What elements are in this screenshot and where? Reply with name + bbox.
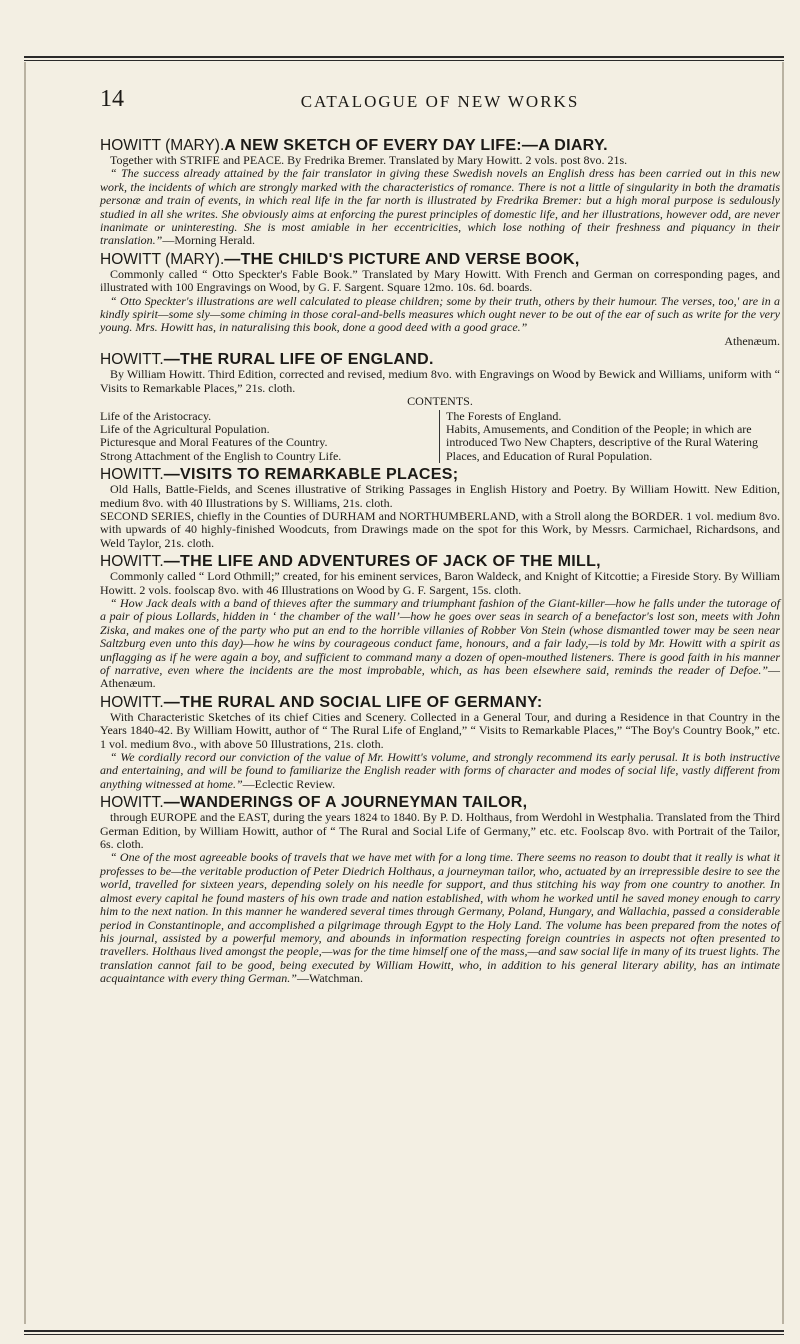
entry-author: HOWITT. (100, 693, 164, 711)
quote-attribution: Athenæum. (724, 333, 780, 348)
catalogue-entry (100, 794, 780, 985)
entry-title: —THE RURAL LIFE OF ENGLAND. (163, 351, 434, 369)
entry-review-quote (100, 295, 780, 335)
entry-details: By William Howitt. Third Edition, corrected and revised, medium 8vo. with Engravings on Wood by Bewick and Williams, uniform with “ Visits to Remarkable Places,” 21s. cloth. (100, 367, 780, 395)
entry-details: Commonly called “ Otto Speckter's Fable Book.” Translated by Mary Howitt. With French and German on corresponding pages, and illustrated with 100 Engravings on Wood, by G. F. Sargent. Square 12mo. 10s. 6d. boards. (100, 266, 780, 295)
entry-title: —THE LIFE AND ADVENTURES OF JACK OF THE MILL, (163, 553, 601, 571)
contents-item: The Forests of England. (446, 408, 562, 423)
catalogue-entry (100, 694, 780, 791)
contents-columns (100, 410, 780, 464)
catalogue-entry (100, 137, 780, 248)
entry-title: —VISITS TO REMARKABLE PLACES; (163, 466, 459, 484)
contents-left-column (100, 410, 430, 464)
running-title: CATALOGUE OF NEW WORKS (300, 92, 580, 111)
entry-review-quote (100, 597, 780, 691)
entry-author: HOWITT. (100, 466, 164, 484)
quote-attribution: —Morning Herald. (162, 233, 256, 248)
entry-title: —THE RURAL AND SOCIAL LIFE OF GERMANY: (163, 693, 543, 711)
contents-item: Strong Attachment of the English to Country Life. (100, 448, 342, 463)
contents-item: Life of the Agricultural Population. (100, 421, 270, 436)
quote-attribution: —Eclectic Review. (242, 776, 336, 791)
entry-heading (100, 794, 780, 811)
page-edge-right (782, 62, 784, 1324)
entry-author: HOWITT. (100, 794, 164, 812)
quote-text: “ We cordially record our conviction of the value of Mr. Howitt's volume, and strongly recommend its early perusal. It is both instructive and entertaining, and will be found to familiarize the English reader with forms of character and modes of social life, vastly different from anything witnessed at home.” (100, 750, 780, 791)
catalogue-content (100, 134, 780, 986)
catalogue-entry (100, 351, 780, 463)
entry-author: HOWITT (MARY). (100, 250, 225, 268)
catalogue-entry (100, 466, 780, 550)
entry-author: HOWITT (MARY). (100, 137, 225, 154)
entry-heading (100, 351, 780, 368)
contents-item: Picturesque and Moral Features of the Country. (100, 435, 328, 450)
entry-heading (100, 553, 780, 570)
entry-heading (100, 137, 780, 154)
contents-item: Habits, Amusements, and Condition of the People; in which are introduced Two New Chapters, descriptive of the Rural Watering Places, and Education of Rural Population. (446, 421, 758, 463)
entry-title: —WANDERINGS OF A JOURNEYMAN TAILOR, (163, 794, 528, 812)
quote-text: “ Otto Speckter's illustrations are well calculated to please children; some by their truth, others by their humour. The verses, too,' are in a kindly spirit—some sly—some chiming in those coral-and-bells measures which ought never to be out of the ear of such as write for the very young. Mrs. Howitt has, in naturalising this book, done a good deed with a good grace.” (100, 293, 780, 335)
quote-attribution: —Watchman. (296, 971, 363, 986)
catalogue-entry (100, 251, 780, 348)
contents-right-column (439, 410, 780, 464)
entry-details: through EUROPE and the EAST, during the years 1824 to 1840. By P. D. Holthaus, from Werdohl in Westphalia. Translated from the Third German Edition, by William Howitt, author of “ The Rural and Social Life of Germany,” etc. etc. Foolscap 8vo. with Portrait of the Tailor, 6s. cloth. (100, 810, 780, 852)
entry-title: A NEW SKETCH OF EVERY DAY LIFE:—A DIARY. (224, 137, 608, 154)
contents-item: Life of the Aristocracy. (100, 408, 212, 423)
entry-heading (100, 466, 780, 483)
quote-attribution: —Athenæum. (100, 663, 780, 691)
entry-details: Old Halls, Battle-Fields, and Scenes illustrative of Striking Passages in English History and Poetry. By William Howitt. New Edition, medium 8vo. with 40 Illustrations by S. Williams, 21s. cloth. (100, 482, 780, 510)
page-number: 14 (100, 86, 124, 112)
entry-author: HOWITT. (100, 351, 164, 369)
entry-review-quote (100, 167, 780, 247)
quote-text: “ One of the most agreeable books of travels that we have met with for a long time. There seems no reason to doubt that it really is what it professes to be—the veritable production of Peter Diedrich Holthaus, a journeyman tailor, who, actuated by an irrepressible desire to see the world, travelled for sixteen years, depending solely on his needle for support, and thus stitching his way from one country to another. In almost every capital he found masters of his own trade and nation established, with whom he worked until he saved money enough to carry him to the next nation. In this manner he wandered several times through Germany, Poland, Hungary, and Wallachia, passed a considerable period in Constantinople, and accomplished a pilgrimage through Egypt to the Holy Land. The volume has been prepared from the notes of his journal, assisted by a powerful memory, and abounds in information respecting foreign countries in aspects not often presented to travellers. Holthaus lived amongst the people,—was for the time himself one of the mass,—and saw social life in many of its truest lights. The translation cannot fail to be good, being executed by William Howitt, who, in addition to his general literary ability, has an intimate acquaintance with every thing German.” (100, 850, 780, 986)
page-header (100, 86, 780, 120)
entry-heading (100, 251, 780, 268)
contents-label: CONTENTS. (407, 394, 473, 409)
page-edge-left (24, 62, 26, 1324)
entry-details: With Characteristic Sketches of its chief Cities and Scenery. Collected in a General Tour, and during a Residence in that Country in the Years 1840-42. By William Howitt, author of “ The Rural Life of England,” “ Visits to Remarkable Places,” “The Boy's Country Book,” etc. 1 vol. medium 8vo., with above 50 Illustrations, 21s. cloth. (100, 709, 780, 751)
entry-title: —THE CHILD'S PICTURE AND VERSE BOOK, (224, 250, 580, 268)
quote-text: “ How Jack deals with a band of thieves after the summary and triumphant fashion of the Giant-killer—how he falls under the tutorage of a pair of pious Lollards, hidden in ‘ the chamber of the wall’—how he goes over seas in search of a benefactor's lost son, meets with John Ziska, and makes one of the party who put an end to the horrible villanies of Robber Von Stein (whose dismantled tower may be seen near Saltzburg even unto this day)—how he wins by courageous conduct fame, honours, and a fair lady,—is told by Mr. Howitt with a spirit as unflagging as if he were again a boy, and sufficient to command many a dozen of open-mouthed listeners. There is good faith in his manner of narrative, even where the incidents are the most improbable, which, as has been elsewhere said, reminds the reader of Defoe.” (100, 595, 780, 677)
entry-second-series: SECOND SERIES, chiefly in the Counties of DURHAM and NORTHUMBERLAND, with a Stroll along the BORDER. 1 vol. medium 8vo. with upwards of 40 highly-finished Woodcuts, from Drawings made on the spot for this Work, by Messrs. Carmichael, Richardsons, and Weld Taylor, 21s. cloth. (100, 508, 780, 550)
entry-review-quote (100, 751, 780, 791)
entry-heading (100, 694, 780, 711)
quote-text: “ The success already attained by the fair translator in giving these Swedish novels an English dress has been carried out in this new work, the incidents of which are strongly marked with the characteristics of romance. There is not a little of singularity in both the dramatis personæ and train of events, in which real life in the far north is illustrated by Fredrika Bremer: but a high moral purpose is sedulously studied in all she writes. She obviously aims at enforcing the purest principles of domestic life, and her illustrations, however odd, are never inanimate or uninteresting. She is most amiable in her eccentricities, which lose nothing of their freshness and piquancy in their translation.” (100, 166, 780, 248)
entry-author: HOWITT. (100, 553, 164, 571)
entry-details: Together with STRIFE and PEACE. By Fredrika Bremer. Translated by Mary Howitt. 2 vols. post 8vo. 21s. (110, 153, 628, 167)
bottom-border-rule (24, 1330, 784, 1335)
top-border-rule (24, 56, 784, 61)
entry-review-quote (100, 851, 780, 985)
entry-details: Commonly called “ Lord Othmill;” created, for his eminent services, Baron Waldeck, and Knight of Kitcottie; a Fireside Story. By William Howitt. 2 vols. foolscap 8vo. with 46 Illustrations on Wood by G. F. Sargent, 15s. cloth. (100, 569, 780, 597)
catalogue-entry (100, 553, 780, 691)
